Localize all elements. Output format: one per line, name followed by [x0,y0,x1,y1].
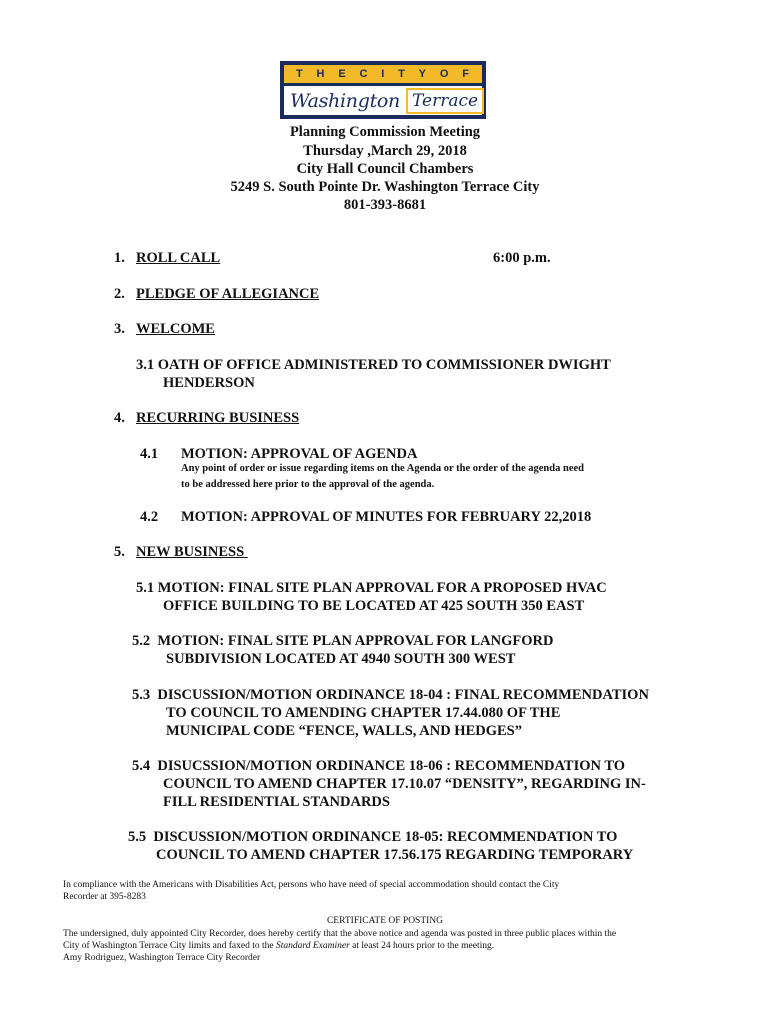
logo-letter: T [398,68,406,80]
logo-letter: C [359,68,369,80]
item-5-4-line: 5.4 DISUCSSION/MOTION ORDINANCE 18-06 : RECOMMENDATION TO [132,758,626,774]
oath-line: HENDERSON [163,375,255,391]
city-logo [280,61,486,119]
logo-letter: F [462,68,470,80]
logo-letter: O [439,68,450,80]
meeting-phone: 801-393-8681 [343,197,427,213]
logo-script-word: Washington [290,89,400,112]
approval-of-minutes: MOTION: APPROVAL OF MINUTES FOR FEBRUARY 22,2018 [181,509,592,525]
certificate-text [63,941,494,951]
logo-letter: Y [418,68,427,80]
meeting-location: City Hall Council Chambers [296,161,474,177]
item-number: 4.2 [140,509,159,525]
item-number: 3. [114,321,125,337]
logo-boxed-word: Terrace [406,88,484,114]
logo-top-band [284,65,482,83]
certificate-title: CERTIFICATE OF POSTING [326,916,444,926]
agenda-note: to be addressed here prior to the approval of the agenda. [181,479,435,490]
item-5-5-line: COUNCIL TO AMEND CHAPTER 17.56.175 REGARDING TEMPORARY [156,847,634,863]
item-number: 4.1 [140,446,159,462]
pledge-heading: PLEDGE OF ALLEGIANCE [136,286,320,302]
item-5-2-line: SUBDIVISION LOCATED AT 4940 SOUTH 300 WEST [166,651,516,667]
roll-call-time: 6:00 p.m. [493,250,551,266]
welcome-heading: WELCOME [136,321,215,337]
logo-bottom-band [284,86,482,115]
item-5-5-line: 5.5 DISCUSSION/MOTION ORDINANCE 18-05: RECOMMENDATION TO [128,829,618,845]
item-number: 5. [114,544,125,560]
oath-line: 3.1 OATH OF OFFICE ADMINISTERED TO COMMISSIONER DWIGHT [136,357,611,373]
logo-letter: H [316,68,326,80]
item-number: 1. [114,250,125,266]
certificate-text-part: City of Washington Terrace City limits and faxed to the [63,941,276,951]
ada-notice: Recorder at 395-8283 [63,892,146,902]
meeting-title: Planning Commission Meeting [289,124,481,140]
certificate-text: The undersigned, duly appointed City Recorder, does hereby certify that the above notice and agenda was posted in three public places within the [63,929,617,939]
roll-call-heading: ROLL CALL [136,250,221,266]
logo-letter: E [338,68,347,80]
item-number: 4. [114,410,125,426]
logo-letter: T [296,68,304,80]
ada-notice: In compliance with the Americans with Disabilities Act, persons who have need of special accommodation should contact the City [63,880,560,890]
meeting-address: 5249 S. South Pointe Dr. Washington Terrace City [230,179,540,195]
item-5-3-line: MUNICIPAL CODE “FENCE, WALLS, AND HEDGES” [166,723,522,739]
item-number: 2. [114,286,125,302]
certificate-text-part: at least 24 hours prior to the meeting. [349,941,495,951]
newspaper-name: Standard Examiner [276,941,350,951]
item-5-3-line: 5.3 DISCUSSION/MOTION ORDINANCE 18-04 : FINAL RECOMMENDATION [132,687,649,703]
item-5-3-line: TO COUNCIL TO AMENDING CHAPTER 17.44.080 OF THE [166,705,561,721]
agenda-note: Any point of order or issue regarding items on the Agenda or the order of the agenda need [181,463,584,474]
item-5-1-line: OFFICE BUILDING TO BE LOCATED AT 425 SOUTH 350 EAST [163,598,585,614]
recorder-signature-line: Amy Rodriguez, Washington Terrace City Recorder [63,953,261,963]
recurring-business-heading: RECURRING BUSINESS [136,410,300,426]
item-5-2-line: 5.2 MOTION: FINAL SITE PLAN APPROVAL FOR LANGFORD [132,633,554,649]
meeting-date: Thursday ,March 29, 2018 [303,143,467,159]
logo-letter: I [381,68,386,80]
approval-of-agenda: MOTION: APPROVAL OF AGENDA [181,446,418,462]
item-5-1-line: 5.1 MOTION: FINAL SITE PLAN APPROVAL FOR A PROPOSED HVAC [136,580,607,596]
item-5-4-line: FILL RESIDENTIAL STANDARDS [163,794,390,810]
new-business-heading: NEW BUSINESS [136,544,248,560]
item-5-4-line: COUNCIL TO AMEND CHAPTER 17.10.07 “DENSITY”, REGARDING IN- [163,776,646,792]
